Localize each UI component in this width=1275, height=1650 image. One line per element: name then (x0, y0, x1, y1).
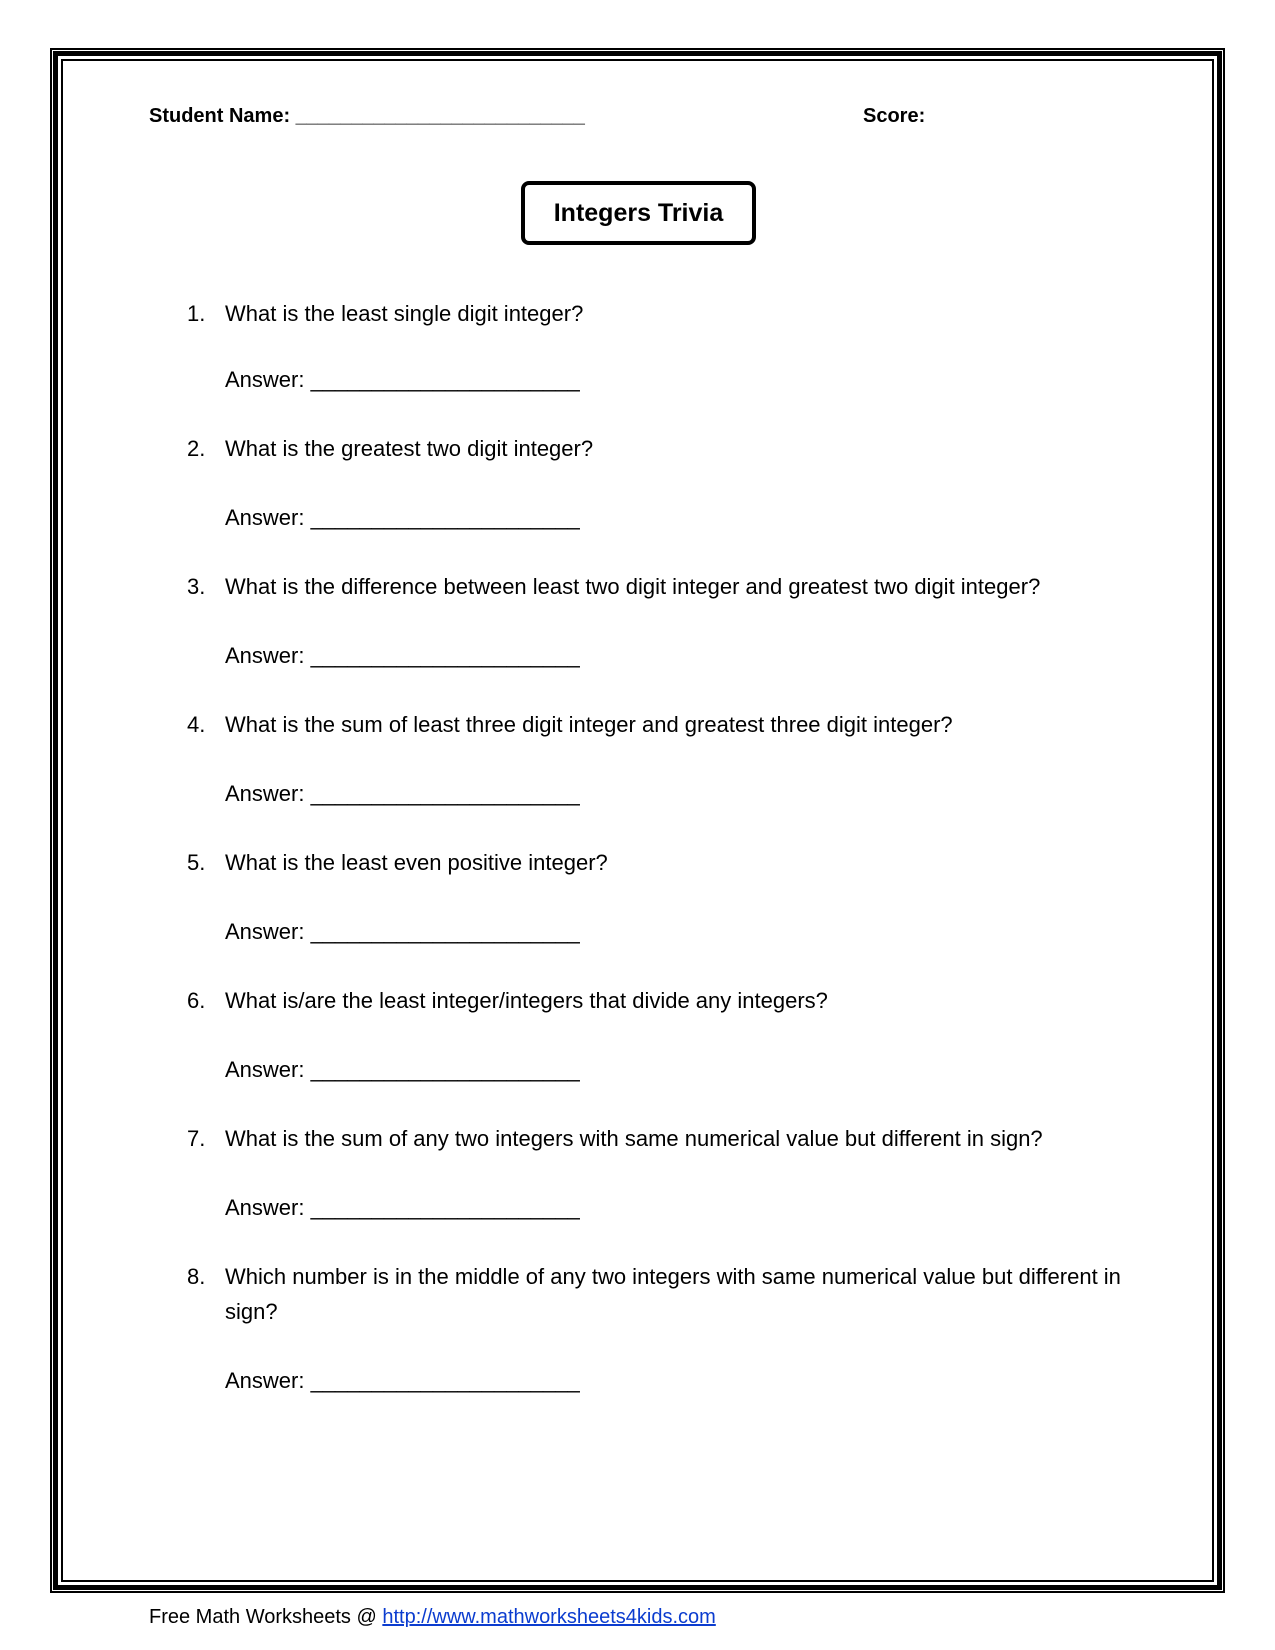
answer-field-8[interactable]: Answer: ______________________ (225, 1368, 580, 1393)
question-number: 6. (187, 988, 206, 1013)
question-1 (187, 296, 1127, 331)
question-text: What is the difference between least two digit integer and greatest two digit integer? (225, 574, 1041, 599)
answer-field-1[interactable]: Answer: ______________________ (225, 367, 580, 392)
score-label: Score: (863, 105, 926, 127)
question-8 (187, 1259, 1127, 1329)
question-number: 8. (187, 1264, 206, 1289)
answer-field-3[interactable]: Answer: ______________________ (225, 643, 580, 668)
question-text: What is the least even positive integer? (225, 850, 608, 875)
question-number: 2. (187, 436, 206, 461)
answer-field-2[interactable]: Answer: ______________________ (225, 505, 580, 530)
question-text: What is the least single digit integer? (225, 301, 584, 326)
question-2 (187, 431, 1127, 466)
question-number: 5. (187, 850, 206, 875)
question-text: What is the sum of least three digit integer and greatest three digit integer? (225, 712, 953, 737)
question-text: What is/are the least integer/integers that divide any integers? (225, 988, 828, 1013)
question-number: 1. (187, 301, 206, 326)
footer-link[interactable]: http://www.mathworksheets4kids.com (382, 1606, 716, 1628)
answer-field-4[interactable]: Answer: ______________________ (225, 781, 580, 806)
question-6 (187, 983, 1127, 1018)
question-text: Which number is in the middle of any two integers with same numerical value but different in sign? (225, 1264, 1121, 1324)
worksheet-title (521, 181, 756, 245)
footer-text: Free Math Worksheets @ (149, 1606, 383, 1628)
page-border-inner (61, 59, 1214, 1582)
question-number: 4. (187, 712, 206, 737)
question-text: What is the greatest two digit integer? (225, 436, 594, 461)
question-5 (187, 845, 1127, 880)
question-7 (187, 1121, 1127, 1156)
question-number: 7. (187, 1126, 206, 1151)
student-name-field[interactable]: Student Name: __________________________ (149, 105, 585, 127)
question-3 (187, 569, 1127, 604)
footer (149, 1605, 716, 1629)
worksheet-title-text: Integers Trivia (553, 198, 724, 227)
question-number: 3. (187, 574, 206, 599)
question-text: What is the sum of any two integers with same numerical value but different in sign? (225, 1126, 1043, 1151)
answer-field-7[interactable]: Answer: ______________________ (225, 1195, 580, 1220)
answer-field-5[interactable]: Answer: ______________________ (225, 919, 580, 944)
question-4 (187, 707, 1127, 742)
answer-field-6[interactable]: Answer: ______________________ (225, 1057, 580, 1082)
